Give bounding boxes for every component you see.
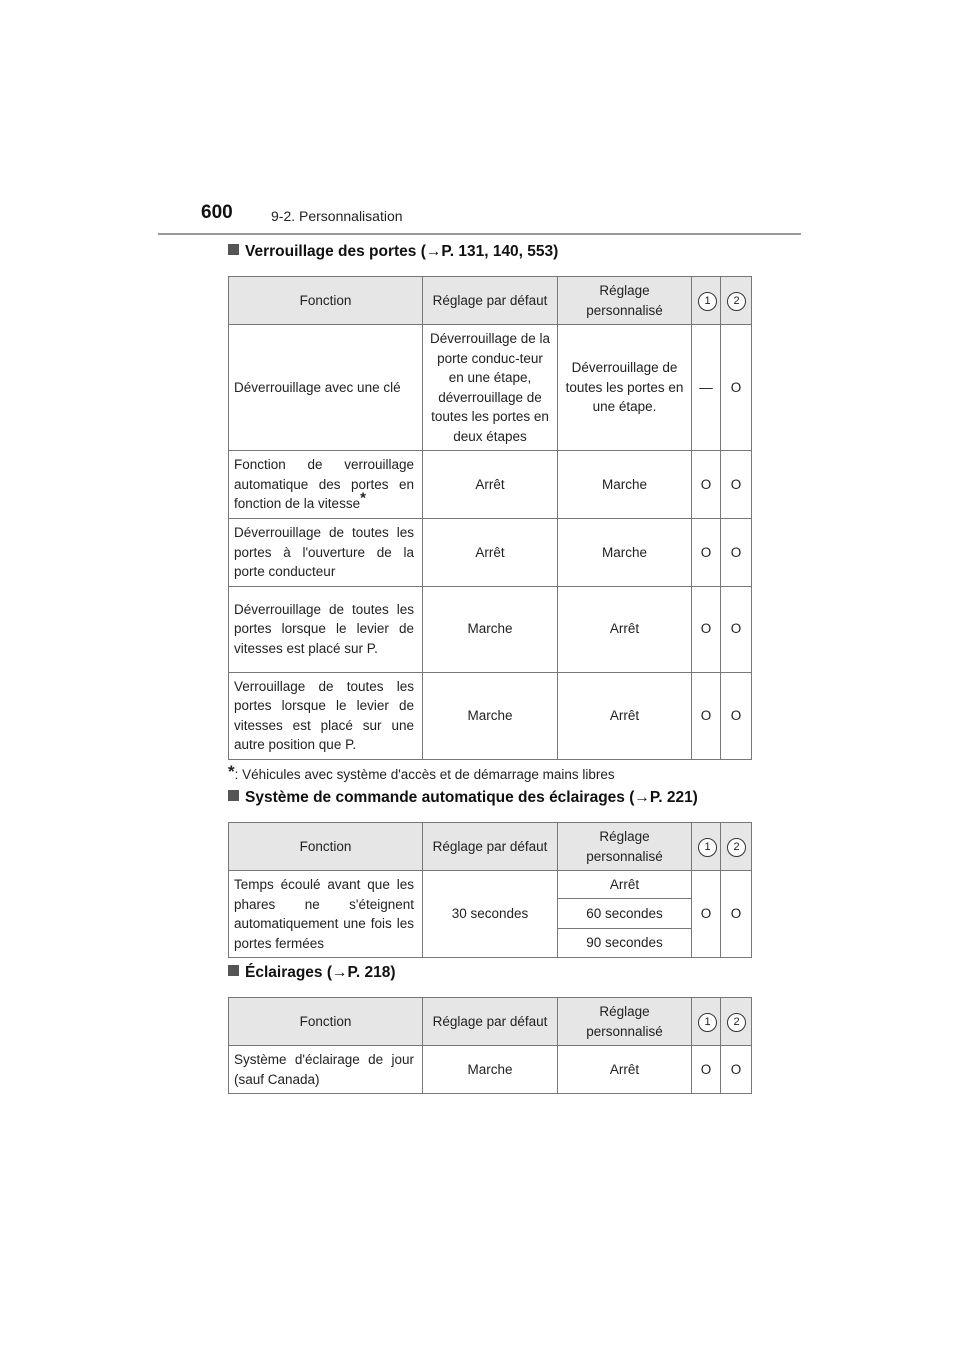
col-method-1	[692, 998, 721, 1046]
cell-custom: Arrêt	[558, 871, 692, 899]
cell-default: 30 secondes	[423, 871, 558, 958]
table-row	[229, 672, 752, 759]
circled-number-1-icon: 1	[698, 1013, 717, 1032]
col-function: Fonction	[229, 998, 423, 1046]
col-method-2	[721, 998, 752, 1046]
footnote	[228, 762, 615, 782]
table-row	[229, 871, 752, 899]
footnote-asterisk: *	[228, 762, 235, 781]
col-function: Fonction	[229, 823, 423, 871]
cell-method-1: O	[692, 586, 721, 672]
cell-default: Déverrouillage de la porte conduc-teur en une étape, déverrouillage de toutes les portes en deux étapes	[423, 325, 558, 451]
header-rule	[158, 233, 801, 235]
cell-default: Marche	[423, 586, 558, 672]
col-method-2	[721, 277, 752, 325]
table-header-row	[229, 277, 752, 325]
cell-method-2: O	[721, 519, 752, 587]
cell-function: Système d'éclairage de jour (sauf Canada)	[229, 1046, 423, 1094]
circled-number-2-icon: 2	[727, 1013, 746, 1032]
col-method-1	[692, 823, 721, 871]
cell-custom: Marche	[558, 451, 692, 519]
cell-default: Marche	[423, 672, 558, 759]
cell-method-1: O	[692, 1046, 721, 1094]
cell-method-2: O	[721, 586, 752, 672]
cell-function	[229, 451, 423, 519]
section-label: 9-2. Personnalisation	[271, 208, 403, 224]
col-default: Réglage par défaut	[423, 823, 558, 871]
col-function: Fonction	[229, 277, 423, 325]
cell-default: Arrêt	[423, 451, 558, 519]
cell-function: Temps écoulé avant que les phares ne s'éteignent automatiquement une fois les portes fermées	[229, 871, 423, 958]
cell-method-2: O	[721, 871, 752, 958]
page-number: 600	[201, 202, 233, 223]
table-row	[229, 586, 752, 672]
cell-custom: Arrêt	[558, 672, 692, 759]
col-method-2	[721, 823, 752, 871]
square-bullet-icon	[228, 790, 239, 801]
cell-method-2: O	[721, 672, 752, 759]
cell-function: Déverrouillage avec une clé	[229, 325, 423, 451]
table-row	[229, 451, 752, 519]
col-default: Réglage par défaut	[423, 277, 558, 325]
cell-method-1: O	[692, 672, 721, 759]
cell-default: Marche	[423, 1046, 558, 1094]
square-bullet-icon	[228, 244, 239, 255]
heading-text: Système de commande automatique des éclairages (→P. 221)	[245, 789, 698, 806]
col-method-1	[692, 277, 721, 325]
heading-text: Verrouillage des portes (→P. 131, 140, 553)	[245, 243, 559, 260]
cell-method-1: O	[692, 451, 721, 519]
cell-function: Déverrouillage de toutes les portes lorsque le levier de vitesses est placé sur P.	[229, 586, 423, 672]
table-row	[229, 1046, 752, 1094]
square-bullet-icon	[228, 965, 239, 976]
cell-default: Arrêt	[423, 519, 558, 587]
footnote-text: : Véhicules avec système d'accès et de démarrage mains libres	[234, 767, 615, 782]
table-header-row	[229, 998, 752, 1046]
cell-method-1: O	[692, 519, 721, 587]
cell-custom: 90 secondes	[558, 928, 692, 957]
col-custom: Réglage personnalisé	[558, 277, 692, 325]
cell-custom: Arrêt	[558, 1046, 692, 1094]
col-custom: Réglage personnalisé	[558, 823, 692, 871]
cell-function-text: Fonction de verrouillage automatique des portes en fonction de la vitesse	[234, 457, 414, 512]
circled-number-2-icon: 2	[727, 292, 746, 311]
cell-method-2: O	[721, 325, 752, 451]
cell-function: Verrouillage de toutes les portes lorsque le levier de vitesses est placé sur une autre position que P.	[229, 672, 423, 759]
circled-number-1-icon: 1	[698, 292, 717, 311]
circled-number-1-icon: 1	[698, 838, 717, 857]
cell-custom: 60 secondes	[558, 899, 692, 928]
col-custom: Réglage personnalisé	[558, 998, 692, 1046]
heading-door-lock	[228, 243, 558, 261]
cell-custom: Marche	[558, 519, 692, 587]
table-row	[229, 325, 752, 451]
cell-custom: Déverrouillage de toutes les portes en une étape.	[558, 325, 692, 451]
cell-method-1: —	[692, 325, 721, 451]
table-header-row	[229, 823, 752, 871]
cell-function: Déverrouillage de toutes les portes à l'ouverture de la porte conducteur	[229, 519, 423, 587]
cell-method-1: O	[692, 871, 721, 958]
cell-custom: Arrêt	[558, 586, 692, 672]
col-default: Réglage par défaut	[423, 998, 558, 1046]
cell-method-2: O	[721, 451, 752, 519]
heading-auto-lights	[228, 789, 698, 807]
table-door-lock	[228, 276, 752, 760]
table-auto-lights	[228, 822, 752, 958]
heading-text: Éclairages (→P. 218)	[245, 964, 396, 981]
asterisk-mark: *	[360, 489, 366, 507]
table-row	[229, 519, 752, 587]
circled-number-2-icon: 2	[727, 838, 746, 857]
cell-method-2: O	[721, 1046, 752, 1094]
heading-lights	[228, 964, 396, 982]
table-lights	[228, 997, 752, 1094]
